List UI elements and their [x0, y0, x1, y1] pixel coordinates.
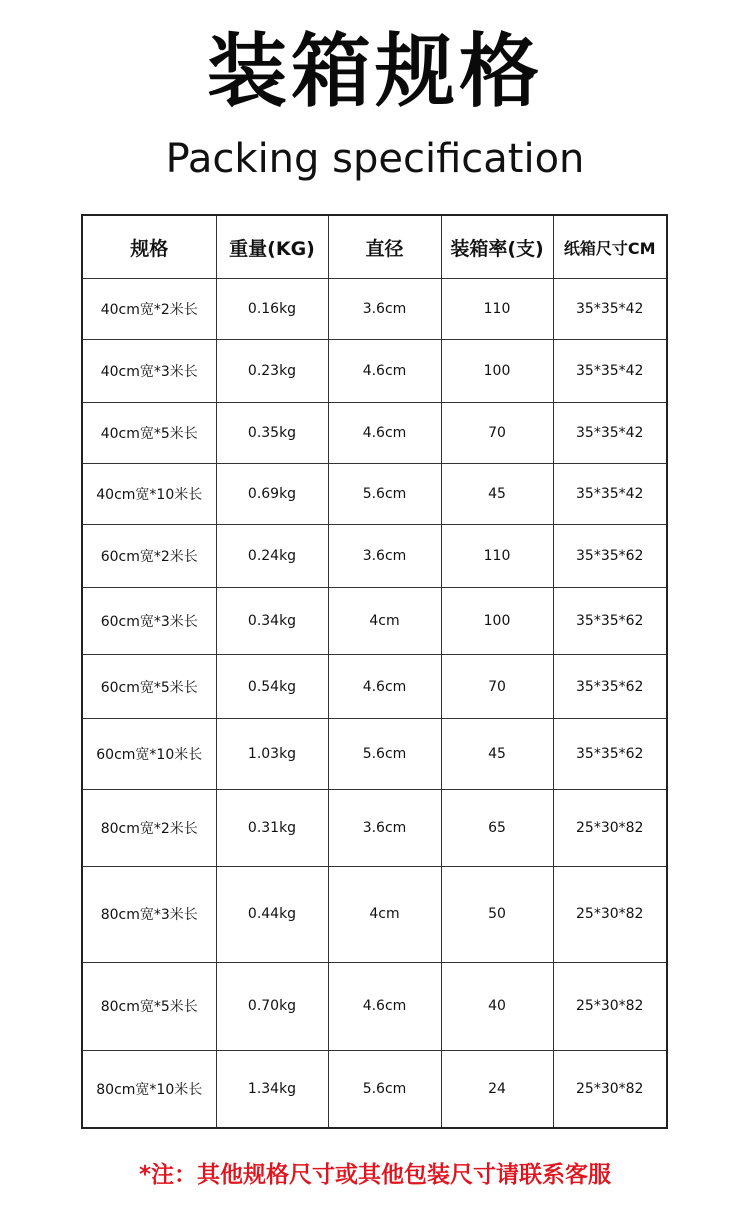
- pack-rate-cell: 110: [441, 279, 553, 340]
- carton-size-cell: 35*35*42: [553, 340, 667, 402]
- table-row: [82, 962, 667, 1050]
- spec-cell: 80cm宽*5米长: [82, 962, 216, 1050]
- diameter-cell: 4.6cm: [328, 340, 441, 402]
- diameter-cell: 4.6cm: [328, 402, 441, 463]
- header-spec: 规格: [82, 215, 216, 279]
- spec-cell: 40cm宽*3米长: [82, 340, 216, 402]
- carton-size-cell: 35*35*42: [553, 402, 667, 463]
- pack-rate-cell: 45: [441, 463, 553, 524]
- diameter-cell: 5.6cm: [328, 1050, 441, 1128]
- carton-size-cell: 25*30*82: [553, 789, 667, 866]
- diameter-cell: 3.6cm: [328, 789, 441, 866]
- spec-cell: 40cm宽*5米长: [82, 402, 216, 463]
- pack-rate-cell: 70: [441, 654, 553, 718]
- carton-size-cell: 35*35*62: [553, 587, 667, 654]
- table-row: [82, 1050, 667, 1128]
- spec-cell: 60cm宽*5米长: [82, 654, 216, 718]
- diameter-cell: 4.6cm: [328, 962, 441, 1050]
- carton-size-cell: 25*30*82: [553, 962, 667, 1050]
- packing-spec-table: [81, 214, 668, 1129]
- weight-cell: 0.54kg: [216, 654, 328, 718]
- table-row: [82, 587, 667, 654]
- weight-cell: 0.16kg: [216, 279, 328, 340]
- weight-cell: 0.34kg: [216, 587, 328, 654]
- diameter-cell: 4cm: [328, 867, 441, 963]
- diameter-cell: 4.6cm: [328, 654, 441, 718]
- page-subtitle: Packing specification: [165, 136, 585, 182]
- spec-cell: 80cm宽*2米长: [82, 789, 216, 866]
- pack-rate-cell: 110: [441, 525, 553, 587]
- spec-cell: 40cm宽*2米长: [82, 279, 216, 340]
- table-row: [82, 402, 667, 463]
- table-row: [82, 463, 667, 524]
- weight-cell: 0.31kg: [216, 789, 328, 866]
- table-header-row: [82, 215, 667, 279]
- weight-cell: 1.34kg: [216, 1050, 328, 1128]
- diameter-cell: 4cm: [328, 587, 441, 654]
- header-carton-size: 纸箱尺寸CM: [553, 215, 667, 279]
- weight-cell: 0.44kg: [216, 867, 328, 963]
- pack-rate-cell: 40: [441, 962, 553, 1050]
- header-weight: 重量(KG): [216, 215, 328, 279]
- page-title: 装箱规格: [207, 25, 543, 118]
- table-row: [82, 279, 667, 340]
- spec-cell: 60cm宽*3米长: [82, 587, 216, 654]
- spec-cell: 80cm宽*10米长: [82, 1050, 216, 1128]
- carton-size-cell: 35*35*62: [553, 654, 667, 718]
- carton-size-cell: 35*35*42: [553, 279, 667, 340]
- table-row: [82, 867, 667, 963]
- pack-rate-cell: 24: [441, 1050, 553, 1128]
- spec-cell: 60cm宽*2米长: [82, 525, 216, 587]
- weight-cell: 0.23kg: [216, 340, 328, 402]
- header-pack-rate: 装箱率(支): [441, 215, 553, 279]
- diameter-cell: 3.6cm: [328, 279, 441, 340]
- spec-cell: 60cm宽*10米长: [82, 719, 216, 789]
- spec-cell: 80cm宽*3米长: [82, 867, 216, 963]
- carton-size-cell: 35*35*42: [553, 463, 667, 524]
- weight-cell: 0.35kg: [216, 402, 328, 463]
- carton-size-cell: 35*35*62: [553, 525, 667, 587]
- diameter-cell: 5.6cm: [328, 463, 441, 524]
- carton-size-cell: 25*30*82: [553, 1050, 667, 1128]
- table-row: [82, 340, 667, 402]
- pack-rate-cell: 65: [441, 789, 553, 866]
- carton-size-cell: 35*35*62: [553, 719, 667, 789]
- table-row: [82, 525, 667, 587]
- weight-cell: 0.69kg: [216, 463, 328, 524]
- pack-rate-cell: 70: [441, 402, 553, 463]
- spec-cell: 40cm宽*10米长: [82, 463, 216, 524]
- pack-rate-cell: 45: [441, 719, 553, 789]
- table-row: [82, 789, 667, 866]
- pack-rate-cell: 100: [441, 340, 553, 402]
- header-diameter: 直径: [328, 215, 441, 279]
- diameter-cell: 5.6cm: [328, 719, 441, 789]
- carton-size-cell: 25*30*82: [553, 867, 667, 963]
- pack-rate-cell: 100: [441, 587, 553, 654]
- weight-cell: 1.03kg: [216, 719, 328, 789]
- weight-cell: 0.24kg: [216, 525, 328, 587]
- table-row: [82, 719, 667, 789]
- contact-note: *注：其他规格尺寸或其他包装尺寸请联系客服: [138, 1162, 612, 1188]
- table-row: [82, 654, 667, 718]
- weight-cell: 0.70kg: [216, 962, 328, 1050]
- diameter-cell: 3.6cm: [328, 525, 441, 587]
- pack-rate-cell: 50: [441, 867, 553, 963]
